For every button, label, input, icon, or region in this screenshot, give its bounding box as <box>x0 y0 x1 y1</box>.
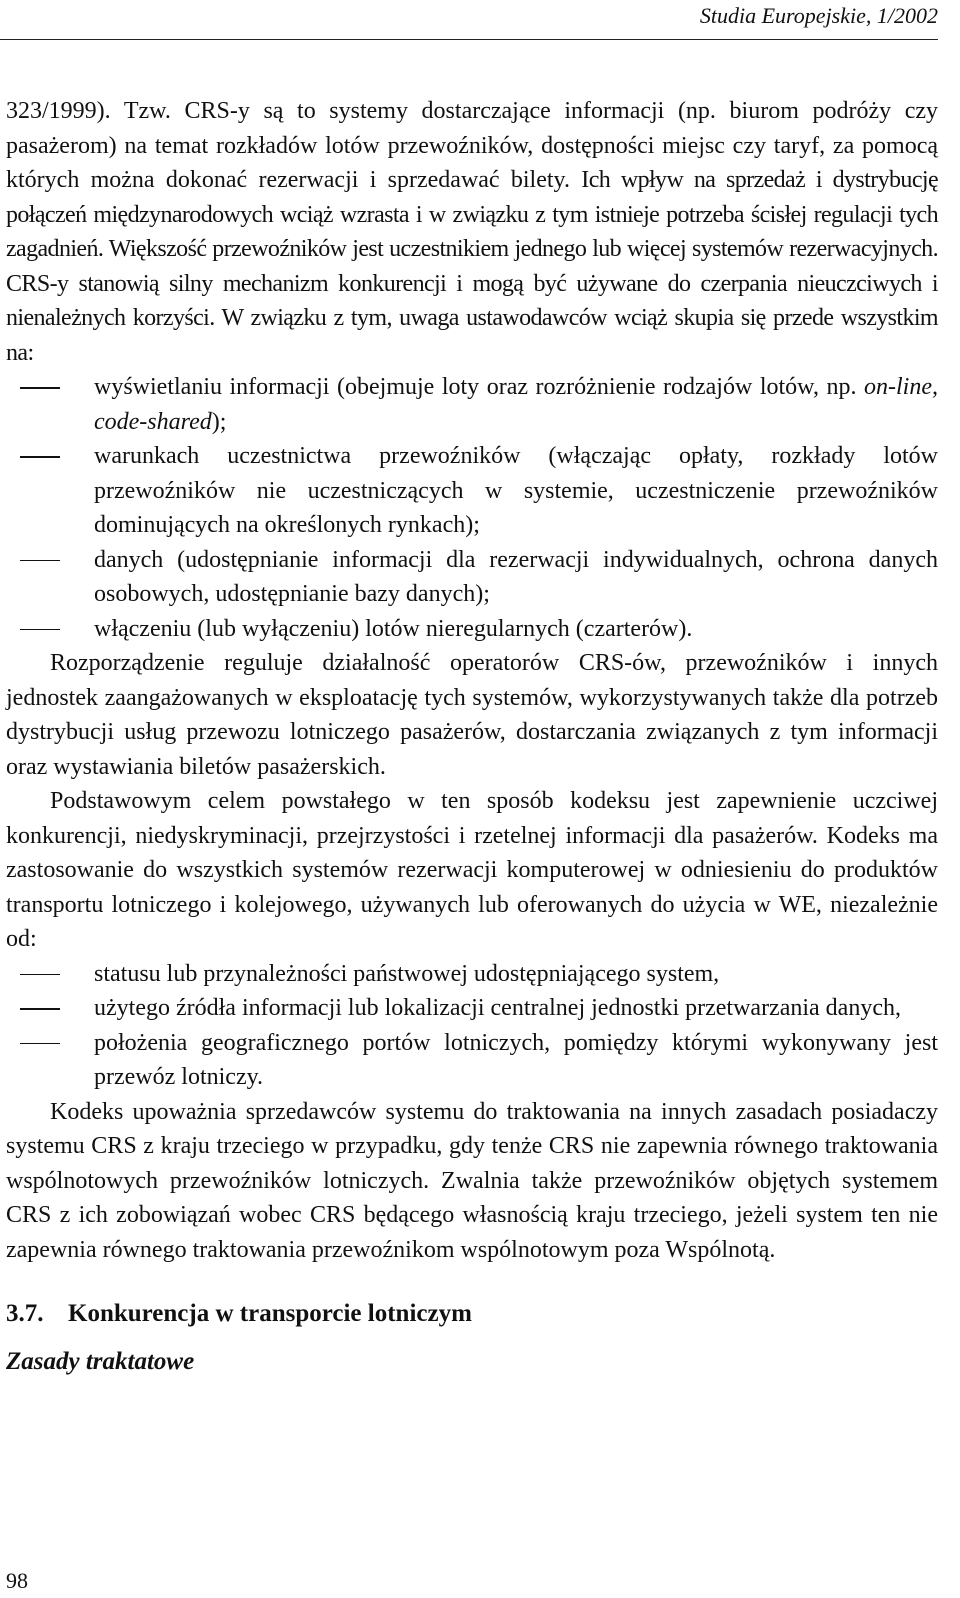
paragraph-4: Kodeks upoważnia sprzedawców systemu do traktowania na innych zasadach posiadaczy systemu CRS z kraju trzeciego w przypadku, gdy tenże CRS nie zapewnia równego traktowania wspólnotowych przewoźników lotniczych. Zwalnia także przewoźników objętych systemem CRS z ich zobowiązań wobec CRS będącego własnością kraju trzeciego, jeżeli system ten nie zapewnia równego traktowania przewoźnikom wspólnotowym poza Wspólnotą. <box>6 1098 938 1263</box>
section-title: Konkurencja w transporcie lotniczym <box>68 1300 472 1327</box>
dash-list-1 <box>6 370 938 646</box>
list-item: włączeniu (lub wyłączeniu) lotów nieregularnych (czarterów). <box>6 612 938 647</box>
subsection-heading: Zasady traktatowe <box>6 1348 195 1375</box>
list-item: położenia geograficznego portów lotniczych, pomiędzy którymi wykonywany jest przewóz lotniczy. <box>6 1026 938 1095</box>
page-body <box>6 94 938 1379</box>
running-header <box>0 0 938 40</box>
list-item: statusu lub przynależności państwowej udostępniającego system, <box>6 957 938 992</box>
paragraph-3: Podstawowym celem powstałego w ten sposób kodeksu jest zapewnienie uczciwej konkurencji, niedyskryminacji, przejrzystości i rzetelnej informacji dla pasażerów. Kodeks ma zastosowanie do wszystkich systemów rezerwacji komputerowej w odniesieniu do produktów transportu lotniczego i kolejowego, używanych lub oferowanych do użycia w WE, niezależnie od: <box>6 788 938 952</box>
paragraph-1: 323/1999). Tzw. CRS-y są to systemy dostarczające informacji (np. biurom podróży czy pasażerom) na temat rozkładów lotów przewoźników, dostępności miejsc czy taryf, za pomocą których można dokonać rezerwacji i sprzedawać bilety. Ich wpływ na sprzedaż i dystrybucję połączeń międzynarodowych wciąż wzrasta i w związku z tym istnieje potrzeba ścisłej regulacji tych zagadnień. Większość przewoźników jest uczestnikiem jednego lub więcej systemów rezerwacyjnych. CRS-y stanowią silny mechanizm konkurencji i mogą być używane do czerpania nieuczciwych i nienależnych korzyści. W związku z tym, uwaga ustawodawców wciąż skupia się przede wszystkim na: <box>6 98 938 366</box>
list-item: wyświetlaniu informacji (obejmuje loty oraz rozróżnienie rodzajów lotów, np. on-line, code-shared); <box>6 370 938 439</box>
section-heading <box>6 1297 938 1331</box>
list-item: użytego źródła informacji lub lokalizacji centralnej jednostki przetwarzania danych, <box>6 991 938 1026</box>
paragraph-2: Rozporządzenie reguluje działalność operatorów CRS-ów, przewoźników i innych jednostek zaangażowanych w eksploatację tych systemów, wykorzystywanych także dla potrzeb dystrybucji usług przewozu lotniczego pasażerów, dostarczania związanych z tym informacji oraz wystawiania biletów pasażerskich. <box>6 650 938 780</box>
journal-title: Studia Europejskie, 1/2002 <box>699 3 938 28</box>
page-number: 98 <box>6 1568 28 1593</box>
dash-list-2 <box>6 957 938 1095</box>
section-number: 3.7. <box>6 1300 44 1327</box>
list-item: danych (udostępnianie informacji dla rezerwacji indywidualnych, ochrona danych osobowych, udostępnianie bazy danych); <box>6 543 938 612</box>
list-item: warunkach uczestnictwa przewoźników (włączając opłaty, rozkłady lotów przewoźników nie uczestniczących w systemie, uczestniczenie przewoźników dominujących na określonych rynkach); <box>6 439 938 543</box>
italic-term: on-line, code-shared <box>94 374 938 435</box>
